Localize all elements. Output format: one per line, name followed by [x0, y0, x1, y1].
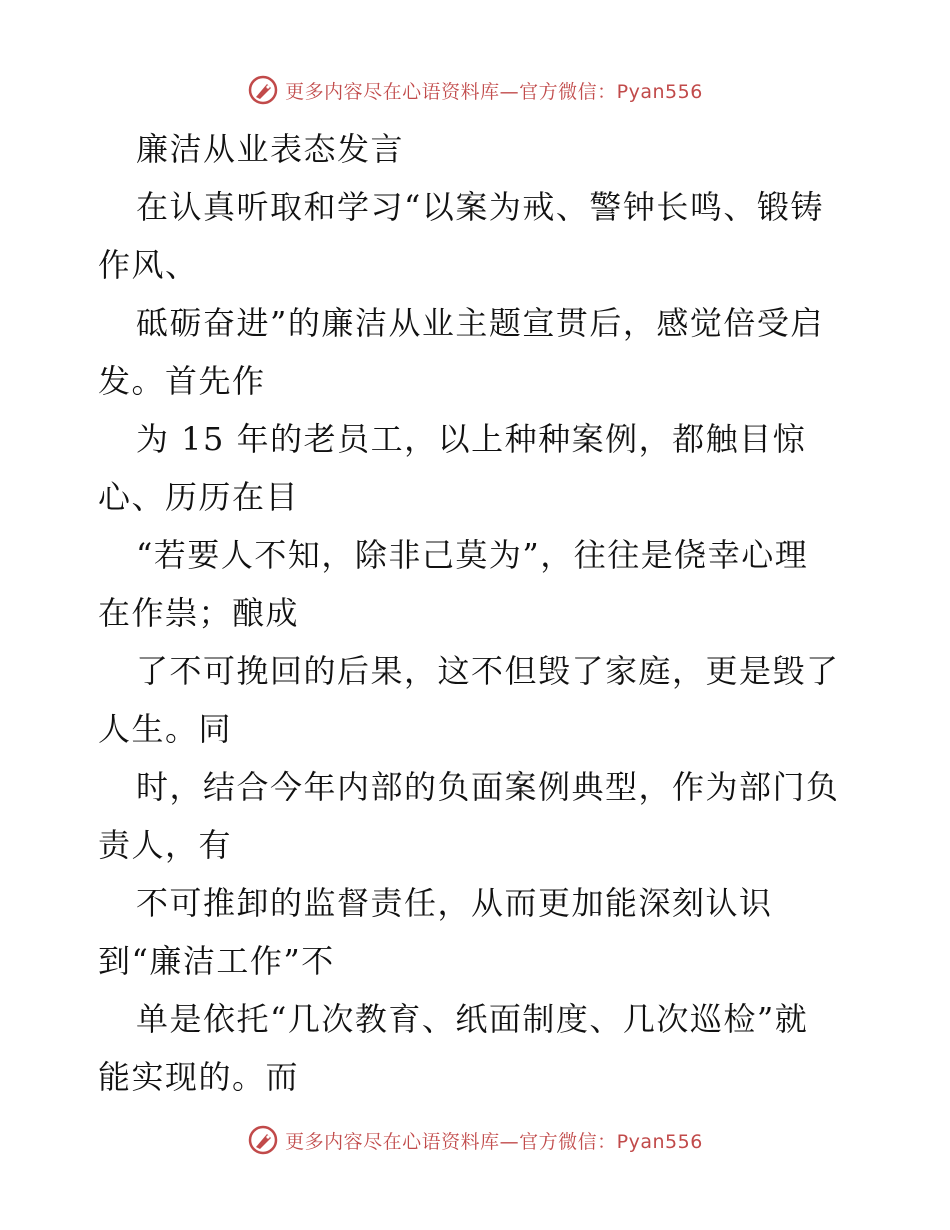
footer-banner	[0, 1120, 950, 1160]
text-line: 为 15 年的老员工，以上种种案例，都触目惊	[136, 420, 807, 458]
text-line: 不可推卸的监督责任，从而更加能深刻认识	[136, 884, 773, 922]
text-line: 单是依托“几次教育、纸面制度、几次巡检”就	[136, 1000, 809, 1038]
document-body	[98, 120, 858, 1106]
banner-text: 更多内容尽在心语资料库—官方微信：Pyan556	[285, 1130, 703, 1153]
text-line: 时，结合今年内部的负面案例典型，作为部门负	[136, 768, 840, 806]
text-line: 责人，有	[98, 826, 233, 864]
pen-nib-icon	[247, 74, 279, 106]
text-line: 砥砺奋进”的廉洁从业主题宣贯后，感觉倍受启	[136, 304, 824, 342]
text-line: 能实现的。而	[98, 1058, 300, 1096]
text-line: 心、历历在目	[98, 478, 300, 516]
header-banner	[0, 70, 950, 110]
text-line: 作风、	[98, 246, 199, 284]
pen-nib-icon	[247, 1124, 279, 1156]
text-line: 到“廉洁工作”不	[98, 942, 335, 980]
text-line: 在作祟；酿成	[98, 594, 300, 632]
banner-text: 更多内容尽在心语资料库—官方微信：Pyan556	[285, 80, 703, 103]
text-line: “若要人不知，除非己莫为”，往往是侥幸心理	[136, 536, 809, 574]
text-line: 了不可挽回的后果，这不但毁了家庭，更是毁了	[136, 652, 840, 690]
text-line: 发。首先作	[98, 362, 266, 400]
document-title: 廉洁从业表态发言	[136, 130, 405, 168]
text-line: 人生。同	[98, 710, 233, 748]
text-line: 在认真听取和学习“以案为戒、警钟长鸣、锻铸	[136, 188, 824, 226]
